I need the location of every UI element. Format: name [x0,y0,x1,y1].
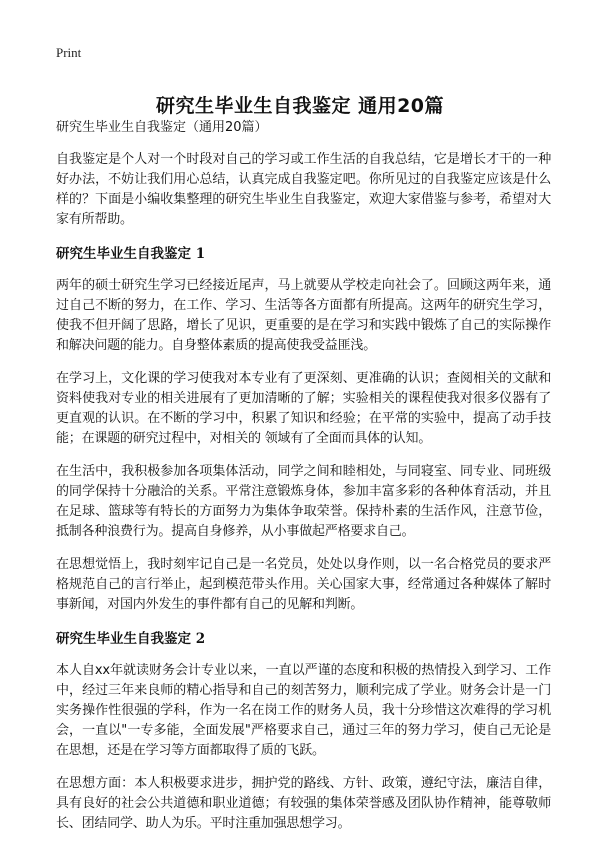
intro-paragraph: 自我鉴定是个人对一个时段对自己的学习或工作生活的自我总结，它是增长才干的一种好办法，不妨让我们用心总结，认真完成自我鉴定吧。你所见过的自我鉴定应该是什么样的？下面是小编收集整理的研究生毕业生自我鉴定，欢迎大家借鉴与参考，希望对大家有所帮助。 [56,152,551,227]
paragraph: 在学习上，文化课的学习使我对本专业有了更深刻、更准确的认识；查阅相关的文献和资料使我对专业的相关进展有了更加清晰的了解；实验相关的课程使我对很多仪器有了更直观的认识。在不断的学习中，积累了知识和经验；在平常的实验中，提高了动手技能；在课题的研究过程中，对相关的 领域有了全面而具体的认知。 [56,371,551,446]
paragraph: 两年的硕士研究生学习已经接近尾声，马上就要从学校走向社会了。回顾这两年来，通过自己不断的努力，在工作、学习、生活等各方面都有所提高。这两年的研究生学习，使我不但开阔了思路，增长了见识，更重要的是在学习和实践中锻炼了自己的实际操作和解决问题的能力。自身整体素质的提高使我受益匪浅。 [56,278,551,353]
paragraph: 在思想方面：本人积极要求进步，拥护党的路线、方针、政策，遵纪守法，廉洁自律，具有良好的社会公共道德和职业道德；有较强的集体荣誉感及团队协作精神，能尊敬师长、团结同学、助人为乐。平时注重加强思想学习。 [56,776,551,831]
document-title: 研究生毕业生自我鉴定 通用20篇 [155,94,445,117]
section-heading: 研究生毕业生自我鉴定 1 [56,246,206,262]
paragraph: 本人自xx年就读财务会计专业以来，一直以严谨的态度和积极的热情投入到学习、工作中，经过三年来良师的精心指导和自己的刻苦努力，顺利完成了学业。财务会计是一门实务操作性很强的学科，作为一名在岗工作的财务人员，我十分珍惜这次难得的学习机会，一直以"一专多能，全面发展"严格要求自己，通过三年的努力学习，使自己无论是在思想，还是在学习等方面都取得了质的飞跃。 [56,663,551,758]
document-body [56,118,551,847]
paragraph: 在生活中，我积极参加各项集体活动，同学之间和睦相处，与同寝室、同专业、同班级的同学保持十分融洽的关系。平常注意锻炼身体，参加丰富多彩的各种体育活动，并且在足球、篮球等有特长的方面努力为集体争取荣誉。保持朴素的生活作风，注意节俭，抵制各种浪费行为。提高自身修养，从小事做起严格要求自己。 [56,464,551,539]
paragraph: 在思想觉悟上，我时刻牢记自己是一名党员，处处以身作则，以一名合格党员的要求严格规范自己的言行举止，起到模范带头作用。关心国家大事，经常通过各种媒体了解时事新闻，对国内外发生的事件都有自己的见解和判断。 [56,557,551,612]
document-subtitle: 研究生毕业生自我鉴定（通用20篇） [56,120,268,135]
print-label: Print [56,45,82,60]
section-heading: 研究生毕业生自我鉴定 2 [56,631,206,647]
